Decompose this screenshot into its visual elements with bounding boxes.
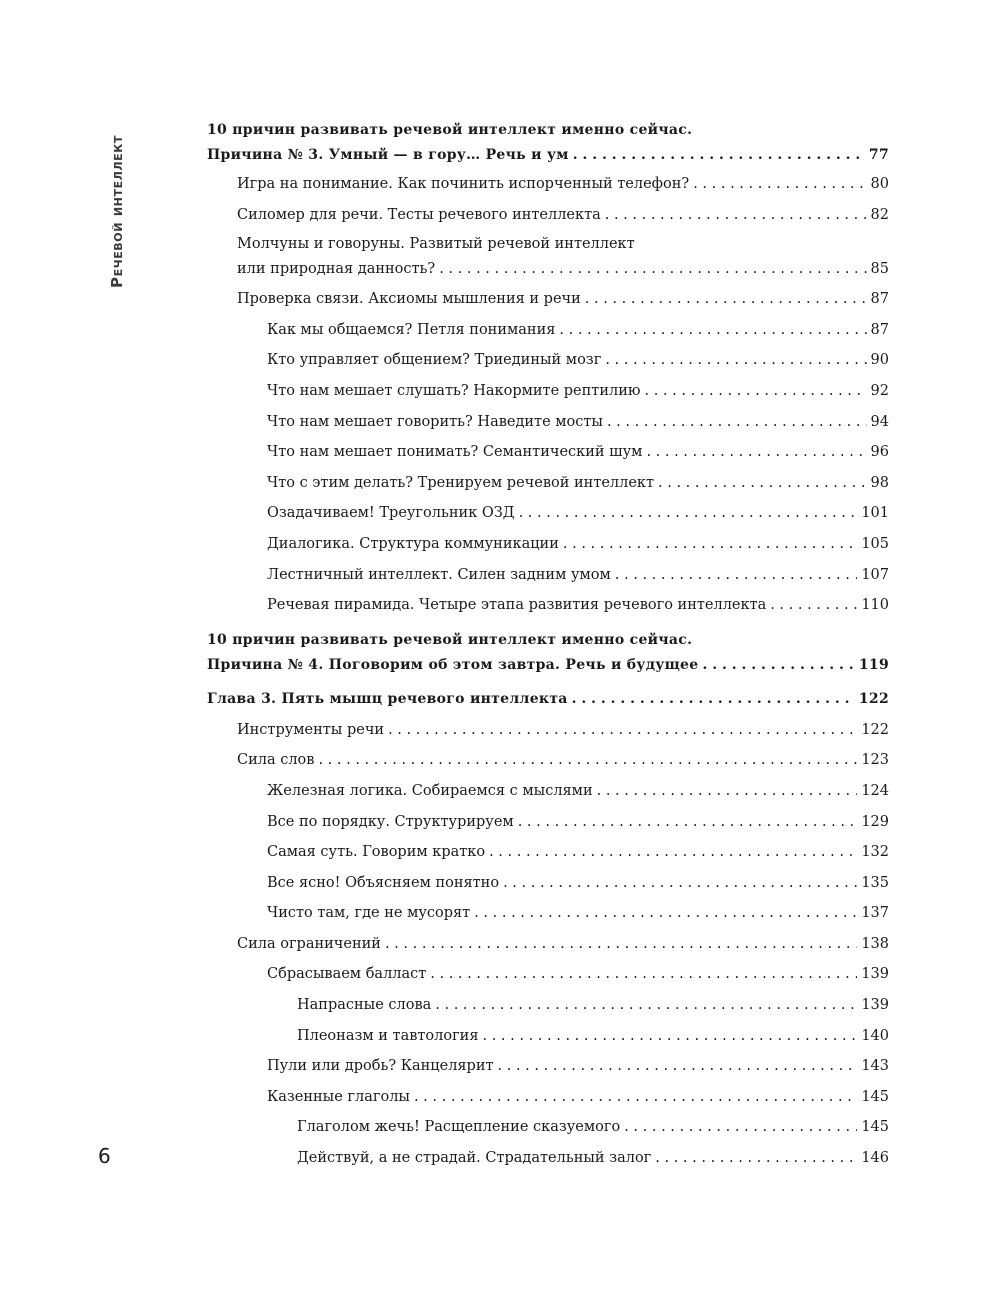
toc-page-number: 145 [861, 1119, 889, 1135]
toc-entry[interactable] [297, 995, 889, 1015]
toc-page-number: 143 [861, 1058, 889, 1074]
dot-leader [498, 1056, 858, 1076]
dot-leader [318, 750, 857, 770]
dot-leader [435, 995, 857, 1015]
toc-entry-title: Глаголом жечь! Расщепление сказуемого [297, 1119, 621, 1135]
toc-entry[interactable] [267, 781, 889, 801]
toc-entry[interactable] [237, 289, 889, 309]
toc-entry-title: Что нам мешает понимать? Семантический шум [267, 444, 643, 460]
dot-leader [439, 259, 866, 279]
toc-entry-title: Сбрасываем балласт [267, 966, 427, 982]
toc-entry[interactable] [267, 903, 889, 923]
toc-entry-title: Все ясно! Объясняем понятно [267, 875, 500, 891]
toc-entry-title: Напрасные слова [297, 997, 432, 1013]
toc-entry-title: Что с этим делать? Тренируем речевой интеллект [267, 475, 655, 491]
dot-leader [607, 412, 867, 432]
dot-leader [605, 350, 866, 370]
dot-leader [655, 1148, 857, 1168]
toc-entry[interactable] [267, 473, 889, 493]
toc-section-heading: 10 причин развивать речевой интеллект именно сейчас. [207, 122, 693, 138]
toc-entry-title: Как мы общаемся? Петля понимания [267, 322, 556, 338]
toc-page-number: 94 [870, 414, 889, 430]
dot-leader [414, 1087, 857, 1107]
dot-leader [605, 205, 867, 225]
dot-leader [646, 442, 866, 462]
toc-entry[interactable] [267, 350, 889, 370]
toc-entry-title: Причина № 4. Поговорим об этом завтра. Речь и будущее [207, 657, 699, 673]
toc-entry-title: Диалогика. Структура коммуникации [267, 536, 559, 552]
toc-entry-title: или природная данность? [237, 261, 436, 277]
toc-page-number: 101 [861, 505, 889, 521]
dot-leader [503, 873, 857, 893]
toc-entry[interactable] [297, 1117, 889, 1137]
toc-entry-title: Железная логика. Собираемся с мыслями [267, 783, 593, 799]
toc-page-number: 98 [870, 475, 889, 491]
toc-entry-title: Причина № 3. Умный — в гору… Речь и ум [207, 147, 569, 163]
page-number: 6 [98, 1144, 111, 1168]
toc-page-number: 107 [861, 567, 889, 583]
dot-leader [615, 565, 858, 585]
toc-entry-title: Силомер для речи. Тесты речевого интеллекта [237, 207, 601, 223]
toc-entry[interactable] [237, 174, 889, 194]
toc-section-heading: 10 причин развивать речевой интеллект именно сейчас. [207, 632, 693, 648]
toc-page-number: 105 [861, 536, 889, 552]
toc-entry[interactable] [267, 812, 889, 832]
dot-leader [702, 655, 854, 675]
dot-leader [770, 595, 857, 615]
toc-page-number: 129 [861, 814, 889, 830]
dot-leader [573, 145, 865, 165]
toc-entry[interactable] [267, 873, 889, 893]
toc-entry[interactable] [267, 381, 889, 401]
toc-page-number: 92 [870, 383, 889, 399]
toc-entry-title: Действуй, а не страдай. Страдательный залог [297, 1150, 652, 1166]
toc-entry-title: Молчуны и говоруны. Развитый речевой интеллект [237, 236, 635, 252]
toc-page-number: 80 [870, 176, 889, 192]
dot-leader [430, 964, 857, 984]
toc-entry[interactable] [297, 1026, 889, 1046]
dot-leader [474, 903, 857, 923]
dot-leader [624, 1117, 857, 1137]
dot-leader [385, 934, 857, 954]
toc-entry-title: Что нам мешает слушать? Накормите рептилию [267, 383, 641, 399]
toc-entry[interactable] [267, 595, 889, 615]
toc-page-number: 87 [870, 291, 889, 307]
toc-entry[interactable] [267, 442, 889, 462]
toc-entry-title: Инструменты речи [237, 722, 385, 738]
dot-leader [559, 320, 866, 340]
toc-entry-title: Глава 3. Пять мышц речевого интеллекта [207, 691, 568, 707]
toc-entry[interactable] [267, 534, 889, 554]
toc-entry[interactable] [267, 412, 889, 432]
dot-leader [388, 720, 857, 740]
toc-entry-title: Все по порядку. Структурируем [267, 814, 514, 830]
toc-entry[interactable] [297, 1148, 889, 1168]
toc-page-number: 139 [861, 966, 889, 982]
toc-entry-title: Речевая пирамида. Четыре этапа развития речевого интеллекта [267, 597, 767, 613]
toc-section-heading[interactable] [207, 145, 889, 165]
toc-section-heading[interactable] [207, 655, 889, 675]
toc-entry-title: Кто управляет общением? Триединый мозг [267, 352, 602, 368]
toc-page-number: 90 [870, 352, 889, 368]
toc-entry[interactable] [267, 503, 889, 523]
toc-chapter-heading[interactable] [207, 689, 889, 709]
toc-entry[interactable] [267, 1056, 889, 1076]
toc-entry[interactable] [237, 720, 889, 740]
toc-entry-title: Игра на понимание. Как починить испорченный телефон? [237, 176, 690, 192]
toc-page-number: 145 [861, 1089, 889, 1105]
toc-entry[interactable] [237, 934, 889, 954]
dot-leader [693, 174, 866, 194]
toc-entry-title: Сила ограничений [237, 936, 381, 952]
toc-page-number: 124 [861, 783, 889, 799]
toc-entry-title: Сила слов [237, 752, 315, 768]
toc-page-number: 82 [870, 207, 889, 223]
toc-page-number: 122 [858, 691, 889, 707]
dot-leader [644, 381, 866, 401]
toc-entry[interactable] [237, 750, 889, 770]
toc-page-number: 85 [870, 261, 889, 277]
toc-page-number: 96 [870, 444, 889, 460]
toc-page-number: 139 [861, 997, 889, 1013]
dot-leader [519, 503, 858, 523]
toc-entry-title: Что нам мешает говорить? Наведите мосты [267, 414, 603, 430]
dot-leader [597, 781, 858, 801]
dot-leader [489, 842, 857, 862]
toc-page-number: 77 [868, 147, 889, 163]
toc-entry[interactable] [237, 259, 889, 279]
toc-page-number: 137 [861, 905, 889, 921]
toc-entry-title: Лестничный интеллект. Силен задним умом [267, 567, 611, 583]
toc-page-number: 122 [861, 722, 889, 738]
dot-leader [585, 289, 867, 309]
dot-leader [658, 473, 867, 493]
toc-entry[interactable] [267, 842, 889, 862]
toc-entry-title: Плеоназм и тавтология [297, 1028, 479, 1044]
dot-leader [518, 812, 858, 832]
toc-entry-title: Казенные глаголы [267, 1089, 410, 1105]
toc-page-number: 132 [861, 844, 889, 860]
dot-leader [482, 1026, 857, 1046]
toc-page-number: 138 [861, 936, 889, 952]
toc-entry-title: Пули или дробь? Канцелярит [267, 1058, 494, 1074]
toc-page-number: 135 [861, 875, 889, 891]
toc-entry-title: Проверка связи. Аксиомы мышления и речи [237, 291, 581, 307]
toc-entry-title: Озадачиваем! Треугольник ОЗД [267, 505, 515, 521]
toc-page-number: 87 [870, 322, 889, 338]
toc-entry-title: Самая суть. Говорим кратко [267, 844, 486, 860]
toc-page-number: 146 [861, 1150, 889, 1166]
toc-page-number: 140 [861, 1028, 889, 1044]
toc-page-number: 110 [861, 597, 889, 613]
toc-entry-title: Чисто там, где не мусорят [267, 905, 471, 921]
toc-entry[interactable] [267, 964, 889, 984]
dot-leader [572, 689, 855, 709]
dot-leader [563, 534, 857, 554]
toc-page-number: 119 [858, 657, 889, 673]
running-title: Речевой интеллект [108, 135, 126, 288]
toc-entry[interactable] [267, 565, 889, 585]
toc-entry[interactable] [267, 1087, 889, 1107]
toc-page-number: 123 [861, 752, 889, 768]
toc-entry[interactable] [237, 205, 889, 225]
toc-entry[interactable] [267, 320, 889, 340]
